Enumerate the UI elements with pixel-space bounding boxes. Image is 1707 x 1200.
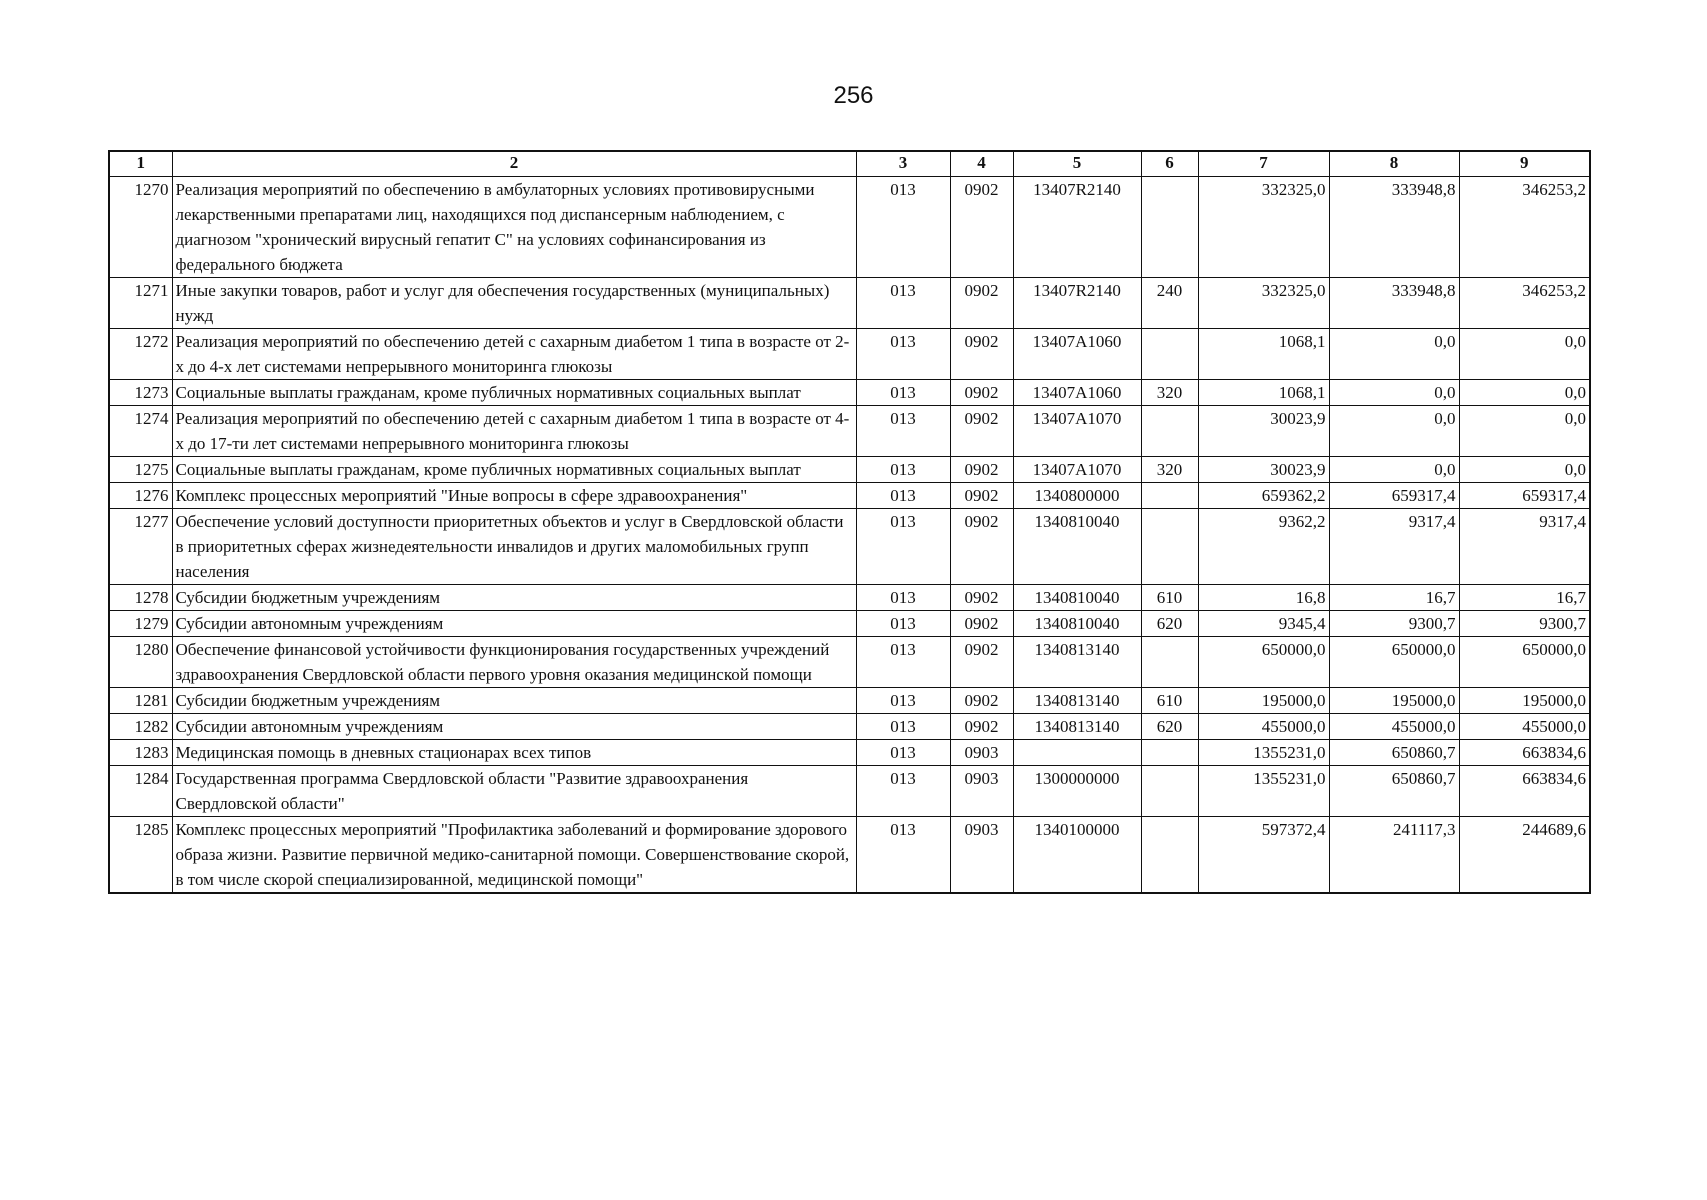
expense-name: Субсидии автономным учреждениям — [172, 611, 856, 637]
amount-col-8: 650000,0 — [1329, 637, 1459, 688]
section-code: 0902 — [950, 380, 1013, 406]
row-number: 1282 — [109, 714, 172, 740]
amount-col-9: 0,0 — [1459, 380, 1590, 406]
amount-col-7: 16,8 — [1198, 585, 1329, 611]
expense-type-code — [1141, 177, 1198, 278]
ministry-code: 013 — [856, 817, 950, 894]
amount-col-7: 1068,1 — [1198, 380, 1329, 406]
ministry-code: 013 — [856, 380, 950, 406]
section-code: 0902 — [950, 637, 1013, 688]
amount-col-9: 244689,6 — [1459, 817, 1590, 894]
amount-col-7: 9362,2 — [1198, 509, 1329, 585]
section-code: 0903 — [950, 766, 1013, 817]
amount-col-9: 195000,0 — [1459, 688, 1590, 714]
expense-name: Субсидии бюджетным учреждениям — [172, 688, 856, 714]
ministry-code: 013 — [856, 766, 950, 817]
table-row — [109, 177, 1590, 278]
amount-col-8: 333948,8 — [1329, 278, 1459, 329]
section-code: 0902 — [950, 457, 1013, 483]
amount-col-7: 195000,0 — [1198, 688, 1329, 714]
amount-col-8: 9317,4 — [1329, 509, 1459, 585]
amount-col-8: 659317,4 — [1329, 483, 1459, 509]
amount-col-7: 9345,4 — [1198, 611, 1329, 637]
expense-type-code — [1141, 483, 1198, 509]
section-code: 0902 — [950, 483, 1013, 509]
table-row — [109, 278, 1590, 329]
row-number: 1277 — [109, 509, 172, 585]
amount-col-8: 9300,7 — [1329, 611, 1459, 637]
section-code: 0902 — [950, 714, 1013, 740]
section-code: 0902 — [950, 611, 1013, 637]
row-number: 1270 — [109, 177, 172, 278]
expense-name: Социальные выплаты гражданам, кроме публичных нормативных социальных выплат — [172, 457, 856, 483]
section-code: 0902 — [950, 585, 1013, 611]
amount-col-7: 332325,0 — [1198, 278, 1329, 329]
amount-col-8: 0,0 — [1329, 406, 1459, 457]
expense-type-code — [1141, 406, 1198, 457]
row-number: 1272 — [109, 329, 172, 380]
col-header-6: 6 — [1141, 151, 1198, 177]
target-article-code: 1340810040 — [1013, 509, 1141, 585]
amount-col-7: 659362,2 — [1198, 483, 1329, 509]
target-article-code: 13407R2140 — [1013, 278, 1141, 329]
target-article-code: 1340810040 — [1013, 585, 1141, 611]
ministry-code: 013 — [856, 740, 950, 766]
table-row — [109, 766, 1590, 817]
table-row — [109, 611, 1590, 637]
amount-col-9: 650000,0 — [1459, 637, 1590, 688]
row-number: 1281 — [109, 688, 172, 714]
expense-name: Реализация мероприятий по обеспечению детей с сахарным диабетом 1 типа в возрасте от 4-х до 17-ти лет системами непрерывного мониторинга глюкозы — [172, 406, 856, 457]
ministry-code: 013 — [856, 177, 950, 278]
target-article-code: 1340810040 — [1013, 611, 1141, 637]
table-row — [109, 714, 1590, 740]
ministry-code: 013 — [856, 457, 950, 483]
amount-col-8: 333948,8 — [1329, 177, 1459, 278]
expense-type-code — [1141, 740, 1198, 766]
expense-type-code — [1141, 509, 1198, 585]
expense-name: Реализация мероприятий по обеспечению детей с сахарным диабетом 1 типа в возрасте от 2-х до 4-х лет системами непрерывного мониторинга глюкозы — [172, 329, 856, 380]
row-number: 1283 — [109, 740, 172, 766]
target-article-code: 13407A1060 — [1013, 329, 1141, 380]
amount-col-7: 30023,9 — [1198, 406, 1329, 457]
section-code: 0902 — [950, 406, 1013, 457]
expense-type-code — [1141, 637, 1198, 688]
amount-col-9: 346253,2 — [1459, 177, 1590, 278]
table-row — [109, 329, 1590, 380]
amount-col-7: 1355231,0 — [1198, 740, 1329, 766]
amount-col-8: 650860,7 — [1329, 766, 1459, 817]
target-article-code: 13407A1070 — [1013, 457, 1141, 483]
amount-col-9: 0,0 — [1459, 329, 1590, 380]
amount-col-9: 455000,0 — [1459, 714, 1590, 740]
table-row — [109, 585, 1590, 611]
amount-col-8: 16,7 — [1329, 585, 1459, 611]
section-code: 0903 — [950, 817, 1013, 894]
amount-col-8: 0,0 — [1329, 457, 1459, 483]
amount-col-8: 455000,0 — [1329, 714, 1459, 740]
expense-name: Иные закупки товаров, работ и услуг для обеспечения государственных (муниципальных) нужд — [172, 278, 856, 329]
col-header-4: 4 — [950, 151, 1013, 177]
row-number: 1274 — [109, 406, 172, 457]
ministry-code: 013 — [856, 611, 950, 637]
target-article-code: 1340813140 — [1013, 714, 1141, 740]
amount-col-7: 455000,0 — [1198, 714, 1329, 740]
amount-col-9: 663834,6 — [1459, 766, 1590, 817]
row-number: 1273 — [109, 380, 172, 406]
section-code: 0902 — [950, 278, 1013, 329]
amount-col-8: 241117,3 — [1329, 817, 1459, 894]
row-number: 1271 — [109, 278, 172, 329]
amount-col-8: 650860,7 — [1329, 740, 1459, 766]
amount-col-9: 16,7 — [1459, 585, 1590, 611]
ministry-code: 013 — [856, 585, 950, 611]
amount-col-7: 1068,1 — [1198, 329, 1329, 380]
row-number: 1280 — [109, 637, 172, 688]
expense-name: Комплекс процессных мероприятий "Профилактика заболеваний и формирование здорового образа жизни. Развитие первичной медико-санитарной помощи. Совершенствование скорой, в том числе скорой специализированной, медицинской помощи" — [172, 817, 856, 894]
col-header-7: 7 — [1198, 151, 1329, 177]
col-header-1: 1 — [109, 151, 172, 177]
ministry-code: 013 — [856, 714, 950, 740]
ministry-code: 013 — [856, 406, 950, 457]
table-row — [109, 457, 1590, 483]
amount-col-8: 0,0 — [1329, 380, 1459, 406]
amount-col-9: 9300,7 — [1459, 611, 1590, 637]
expense-name: Субсидии бюджетным учреждениям — [172, 585, 856, 611]
col-header-9: 9 — [1459, 151, 1590, 177]
amount-col-7: 650000,0 — [1198, 637, 1329, 688]
target-article-code: 1340100000 — [1013, 817, 1141, 894]
amount-col-9: 663834,6 — [1459, 740, 1590, 766]
amount-col-9: 0,0 — [1459, 457, 1590, 483]
ministry-code: 013 — [856, 329, 950, 380]
row-number: 1279 — [109, 611, 172, 637]
amount-col-8: 195000,0 — [1329, 688, 1459, 714]
expense-type-code — [1141, 817, 1198, 894]
amount-col-7: 332325,0 — [1198, 177, 1329, 278]
col-header-3: 3 — [856, 151, 950, 177]
table-row — [109, 740, 1590, 766]
target-article-code: 1300000000 — [1013, 766, 1141, 817]
col-header-5: 5 — [1013, 151, 1141, 177]
expense-type-code: 610 — [1141, 585, 1198, 611]
section-code: 0902 — [950, 177, 1013, 278]
table-row — [109, 380, 1590, 406]
row-number: 1278 — [109, 585, 172, 611]
ministry-code: 013 — [856, 509, 950, 585]
amount-col-9: 346253,2 — [1459, 278, 1590, 329]
expense-type-code: 620 — [1141, 611, 1198, 637]
ministry-code: 013 — [856, 483, 950, 509]
col-header-2: 2 — [172, 151, 856, 177]
page-number: 256 — [833, 82, 874, 109]
target-article-code: 13407R2140 — [1013, 177, 1141, 278]
target-article-code: 1340813140 — [1013, 688, 1141, 714]
target-article-code — [1013, 740, 1141, 766]
section-code: 0902 — [950, 688, 1013, 714]
section-code: 0902 — [950, 509, 1013, 585]
expense-name: Обеспечение финансовой устойчивости функционирования государственных учреждений здравоохранения Свердловской области первого уровня оказания медицинской помощи — [172, 637, 856, 688]
expense-name: Субсидии автономным учреждениям — [172, 714, 856, 740]
expense-type-code: 320 — [1141, 457, 1198, 483]
target-article-code: 13407A1060 — [1013, 380, 1141, 406]
table-row — [109, 483, 1590, 509]
amount-col-8: 0,0 — [1329, 329, 1459, 380]
target-article-code: 1340800000 — [1013, 483, 1141, 509]
expense-type-code: 610 — [1141, 688, 1198, 714]
expense-name: Медицинская помощь в дневных стационарах всех типов — [172, 740, 856, 766]
ministry-code: 013 — [856, 688, 950, 714]
table-body — [109, 177, 1590, 894]
target-article-code: 1340813140 — [1013, 637, 1141, 688]
ministry-code: 013 — [856, 637, 950, 688]
table-row — [109, 406, 1590, 457]
amount-col-9: 0,0 — [1459, 406, 1590, 457]
row-number: 1285 — [109, 817, 172, 894]
expense-name: Комплекс процессных мероприятий "Иные вопросы в сфере здравоохранения" — [172, 483, 856, 509]
row-number: 1275 — [109, 457, 172, 483]
header-row — [109, 151, 1590, 177]
table-row — [109, 637, 1590, 688]
expense-type-code: 320 — [1141, 380, 1198, 406]
amount-col-7: 30023,9 — [1198, 457, 1329, 483]
table-row — [109, 817, 1590, 894]
table-row — [109, 688, 1590, 714]
amount-col-7: 1355231,0 — [1198, 766, 1329, 817]
col-header-8: 8 — [1329, 151, 1459, 177]
row-number: 1284 — [109, 766, 172, 817]
section-code: 0902 — [950, 329, 1013, 380]
expense-name: Реализация мероприятий по обеспечению в амбулаторных условиях противовирусными лекарственными препаратами лиц, находящихся под диспансерным наблюдением, с диагнозом "хронический вирусный гепатит С" на условиях софинансирования из федерального бюджета — [172, 177, 856, 278]
row-number: 1276 — [109, 483, 172, 509]
budget-table — [108, 150, 1591, 894]
expense-type-code — [1141, 766, 1198, 817]
section-code: 0903 — [950, 740, 1013, 766]
amount-col-7: 597372,4 — [1198, 817, 1329, 894]
table-row — [109, 509, 1590, 585]
amount-col-9: 9317,4 — [1459, 509, 1590, 585]
expense-type-code: 240 — [1141, 278, 1198, 329]
amount-col-9: 659317,4 — [1459, 483, 1590, 509]
expense-name: Государственная программа Свердловской области "Развитие здравоохранения Свердловской области" — [172, 766, 856, 817]
target-article-code: 13407A1070 — [1013, 406, 1141, 457]
expense-name: Обеспечение условий доступности приоритетных объектов и услуг в Свердловской области в приоритетных сферах жизнедеятельности инвалидов и других маломобильных групп населения — [172, 509, 856, 585]
expense-type-code: 620 — [1141, 714, 1198, 740]
expense-name: Социальные выплаты гражданам, кроме публичных нормативных социальных выплат — [172, 380, 856, 406]
expense-type-code — [1141, 329, 1198, 380]
ministry-code: 013 — [856, 278, 950, 329]
